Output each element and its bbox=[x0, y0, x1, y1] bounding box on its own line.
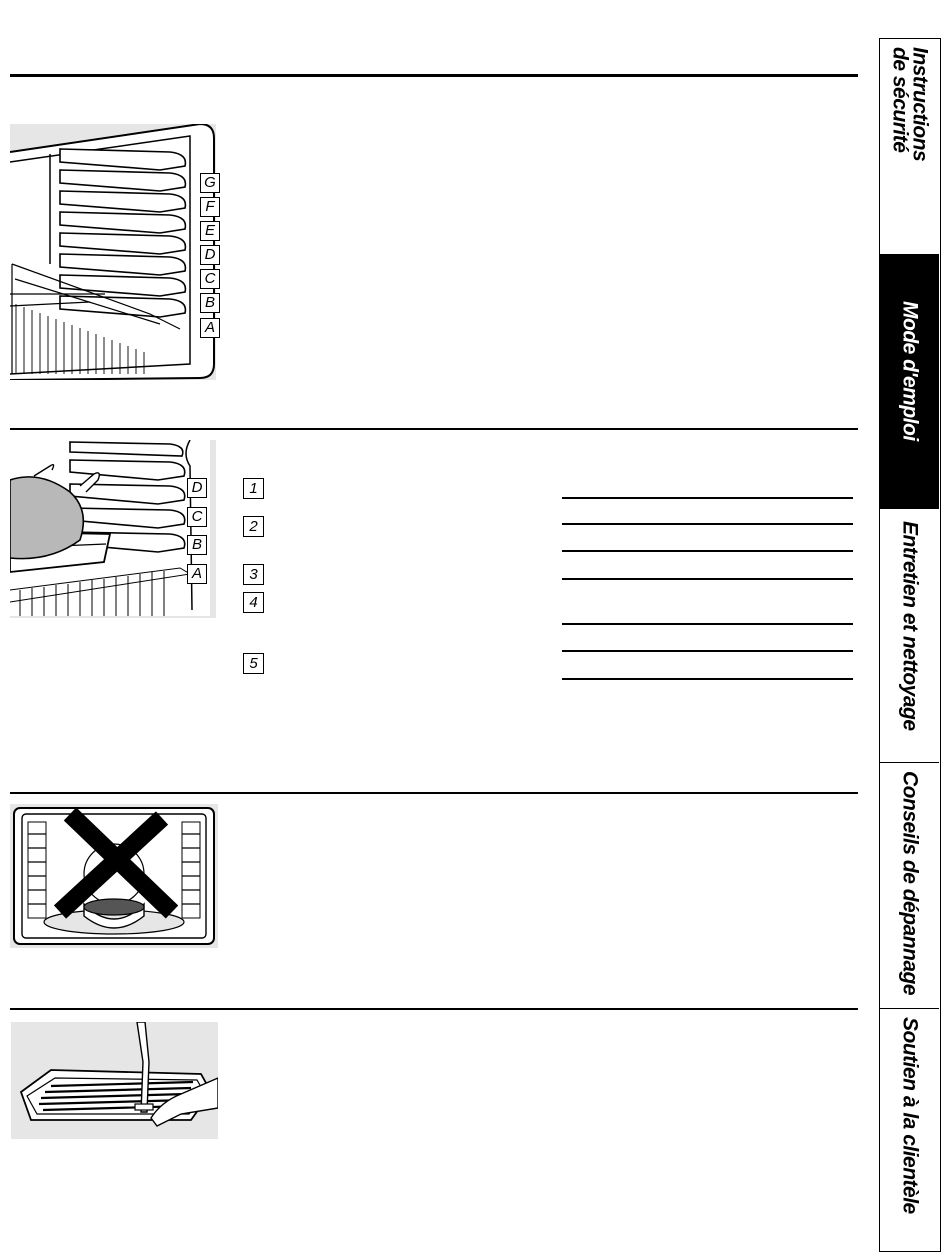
rack-label-f: F bbox=[200, 197, 220, 217]
tab-instructions-securite[interactable] bbox=[880, 39, 939, 255]
step-number-3: 3 bbox=[243, 564, 264, 585]
do-not-cover-oven-illustration bbox=[10, 804, 218, 948]
rack-label-a: A bbox=[200, 318, 220, 338]
roasting-turkey-illustration bbox=[10, 440, 216, 618]
rack-label-e: E bbox=[200, 221, 220, 241]
tab-label: Entretien et nettoyage bbox=[898, 521, 922, 731]
table-line bbox=[562, 497, 853, 499]
rack-label-a: A bbox=[187, 564, 207, 584]
section-rule-4 bbox=[10, 1008, 858, 1010]
section-rule-3 bbox=[10, 792, 858, 794]
tab-mode-emploi[interactable] bbox=[880, 255, 939, 509]
rack-label-d: D bbox=[200, 245, 220, 265]
step-number-2: 2 bbox=[243, 516, 264, 537]
tab-entretien-nettoyage[interactable] bbox=[880, 509, 939, 763]
rack-label-c: C bbox=[187, 507, 207, 527]
rack-label-b: B bbox=[200, 293, 220, 313]
step-number-4: 4 bbox=[243, 592, 264, 613]
tab-label: Conseils de dépannage bbox=[898, 771, 922, 996]
tab-label: Mode d'emploi bbox=[898, 301, 922, 441]
step-number-1: 1 bbox=[243, 478, 264, 499]
tab-conseils-depannage[interactable] bbox=[880, 763, 939, 1009]
tab-label: Soutien à la clientèle bbox=[898, 1017, 922, 1214]
rack-label-b: B bbox=[187, 535, 207, 555]
tab-soutien-clientele[interactable] bbox=[880, 1009, 939, 1251]
rack-label-d: D bbox=[187, 478, 207, 498]
side-tab-bar bbox=[879, 38, 941, 1252]
table-line bbox=[562, 578, 853, 580]
rack-label-c: C bbox=[200, 269, 220, 289]
table-line bbox=[562, 550, 853, 552]
rack-label-g: G bbox=[200, 173, 220, 193]
step-number-5: 5 bbox=[243, 653, 264, 674]
oven-rack-positions-illustration bbox=[10, 124, 216, 380]
tab-label: Instructions de sécurité bbox=[888, 47, 932, 162]
section-rule-1 bbox=[10, 74, 858, 77]
broiler-pan-illustration bbox=[11, 1022, 218, 1139]
table-line bbox=[562, 678, 853, 680]
section-rule-2 bbox=[10, 428, 858, 430]
table-line bbox=[562, 650, 853, 652]
table-line bbox=[562, 623, 853, 625]
table-line bbox=[562, 523, 853, 525]
